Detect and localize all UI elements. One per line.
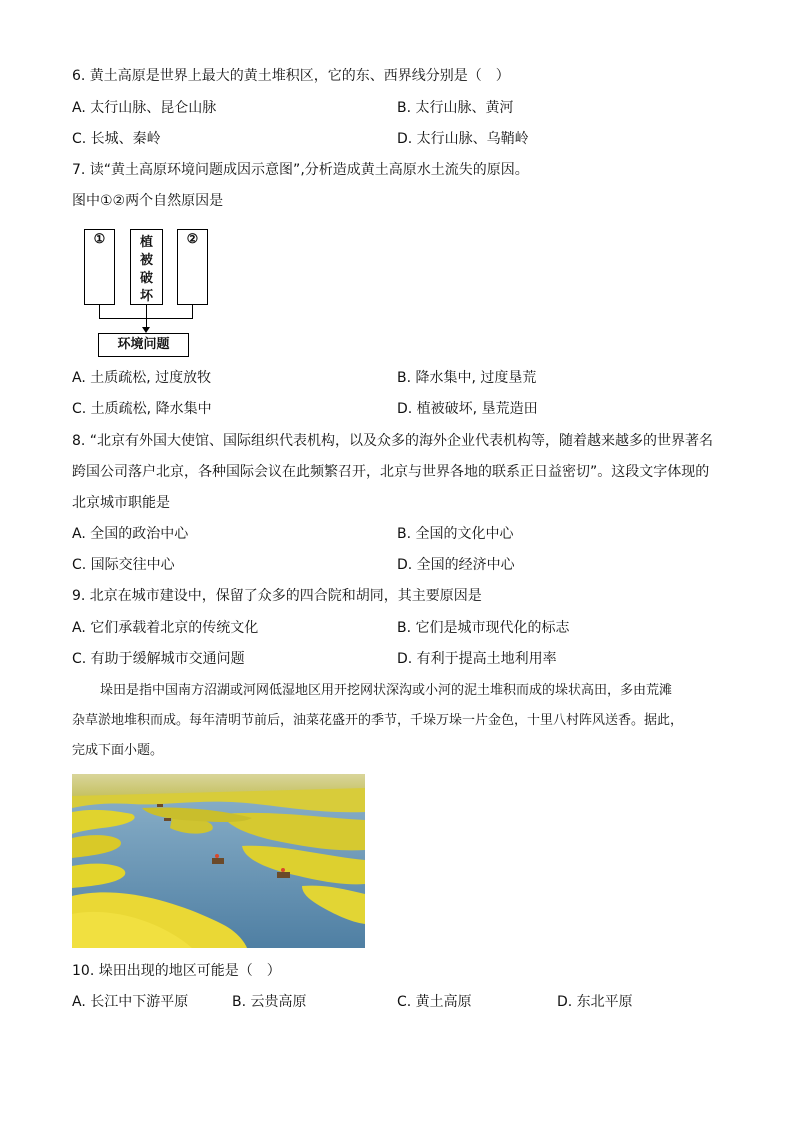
q8-option-c[interactable]: C. 国际交往中心	[72, 557, 175, 573]
diagram-box-cause-2: ②	[177, 229, 208, 305]
q6-stem: 6. 黄土高原是世界上最大的黄土堆积区，它的东、西界线分别是（ ）	[72, 68, 510, 84]
diagram-box-cause-1: ①	[84, 229, 115, 305]
q9-option-d[interactable]: D. 有利于提高土地利用率	[397, 651, 557, 667]
q10-stem: 10. 垛田出现的地区可能是（ ）	[72, 963, 281, 979]
connector-left	[99, 305, 100, 319]
q8-option-b[interactable]: B. 全国的文化中心	[397, 526, 514, 542]
connector-center	[146, 305, 147, 328]
q8-option-a[interactable]: A. 全国的政治中心	[72, 526, 189, 542]
passage-line-2: 杂草淤地堆积而成。每年清明节前后，油菜花盛开的季节，千垛万垛一片金色，十里八村阵风送香。据此，	[72, 713, 684, 728]
q9-option-a[interactable]: A. 它们承载着北京的传统文化	[72, 620, 259, 636]
q7-option-a[interactable]: A. 土质疏松, 过度放牧	[72, 370, 212, 386]
q10-option-d[interactable]: D. 东北平原	[557, 994, 633, 1010]
q9-option-b[interactable]: B. 它们是城市现代化的标志	[397, 620, 570, 636]
q9-stem: 9. 北京在城市建设中，保留了众多的四合院和胡同，其主要原因是	[72, 588, 482, 604]
passage-line-1: 垛田是指中国南方沼湖或河网低湿地区用开挖网状深沟或小河的泥土堆积而成的垛状高田，多由荒滩	[100, 683, 673, 698]
q10-option-b[interactable]: B. 云贵高原	[232, 994, 307, 1010]
q9-option-c[interactable]: C. 有助于缓解城市交通问题	[72, 651, 245, 667]
q7-option-c[interactable]: C. 土质疏松, 降水集中	[72, 401, 212, 417]
q8-stem-line-3: 北京城市职能是	[72, 495, 170, 511]
q8-stem-line-2: 跨国公司落户北京，各种国际会议在此频繁召开，北京与世界各地的联系正日益密切”。这段文字体现的	[72, 464, 710, 480]
q6-option-c[interactable]: C. 长城、秦岭	[72, 131, 161, 147]
environment-problem-diagram	[82, 227, 212, 359]
q8-option-d[interactable]: D. 全国的经济中心	[397, 557, 515, 573]
q7-stem-2: 图中①②两个自然原因是	[72, 193, 224, 209]
q10-option-c[interactable]: C. 黄土高原	[397, 994, 472, 1010]
q6-option-d[interactable]: D. 太行山脉、乌鞘岭	[397, 131, 529, 147]
connector-right	[192, 305, 193, 319]
q7-option-b[interactable]: B. 降水集中, 过度垦荒	[397, 370, 537, 386]
q8-stem-line-1: 8. “北京有外国大使馆、国际组织代表机构，以及众多的海外企业代表机构等，随着越来越多的世界著名	[72, 433, 714, 449]
q6-option-b[interactable]: B. 太行山脉、黄河	[397, 100, 514, 116]
q7-option-d[interactable]: D. 植被破坏, 垦荒造田	[397, 401, 538, 417]
q6-option-a[interactable]: A. 太行山脉、昆仑山脉	[72, 100, 217, 116]
passage-line-3: 完成下面小题。	[72, 743, 164, 758]
q10-option-a[interactable]: A. 长江中下游平原	[72, 994, 189, 1010]
q7-stem: 7. 读“黄土高原环境问题成因示意图”,分析造成黄土高原水土流失的原因。	[72, 162, 529, 178]
diagram-box-vegetation-label: 植被破坏	[139, 235, 153, 304]
diagram-box-vegetation	[130, 229, 163, 305]
duotian-rapeseed-photo	[72, 774, 365, 948]
diagram-box-result: 环境问题	[98, 333, 189, 357]
